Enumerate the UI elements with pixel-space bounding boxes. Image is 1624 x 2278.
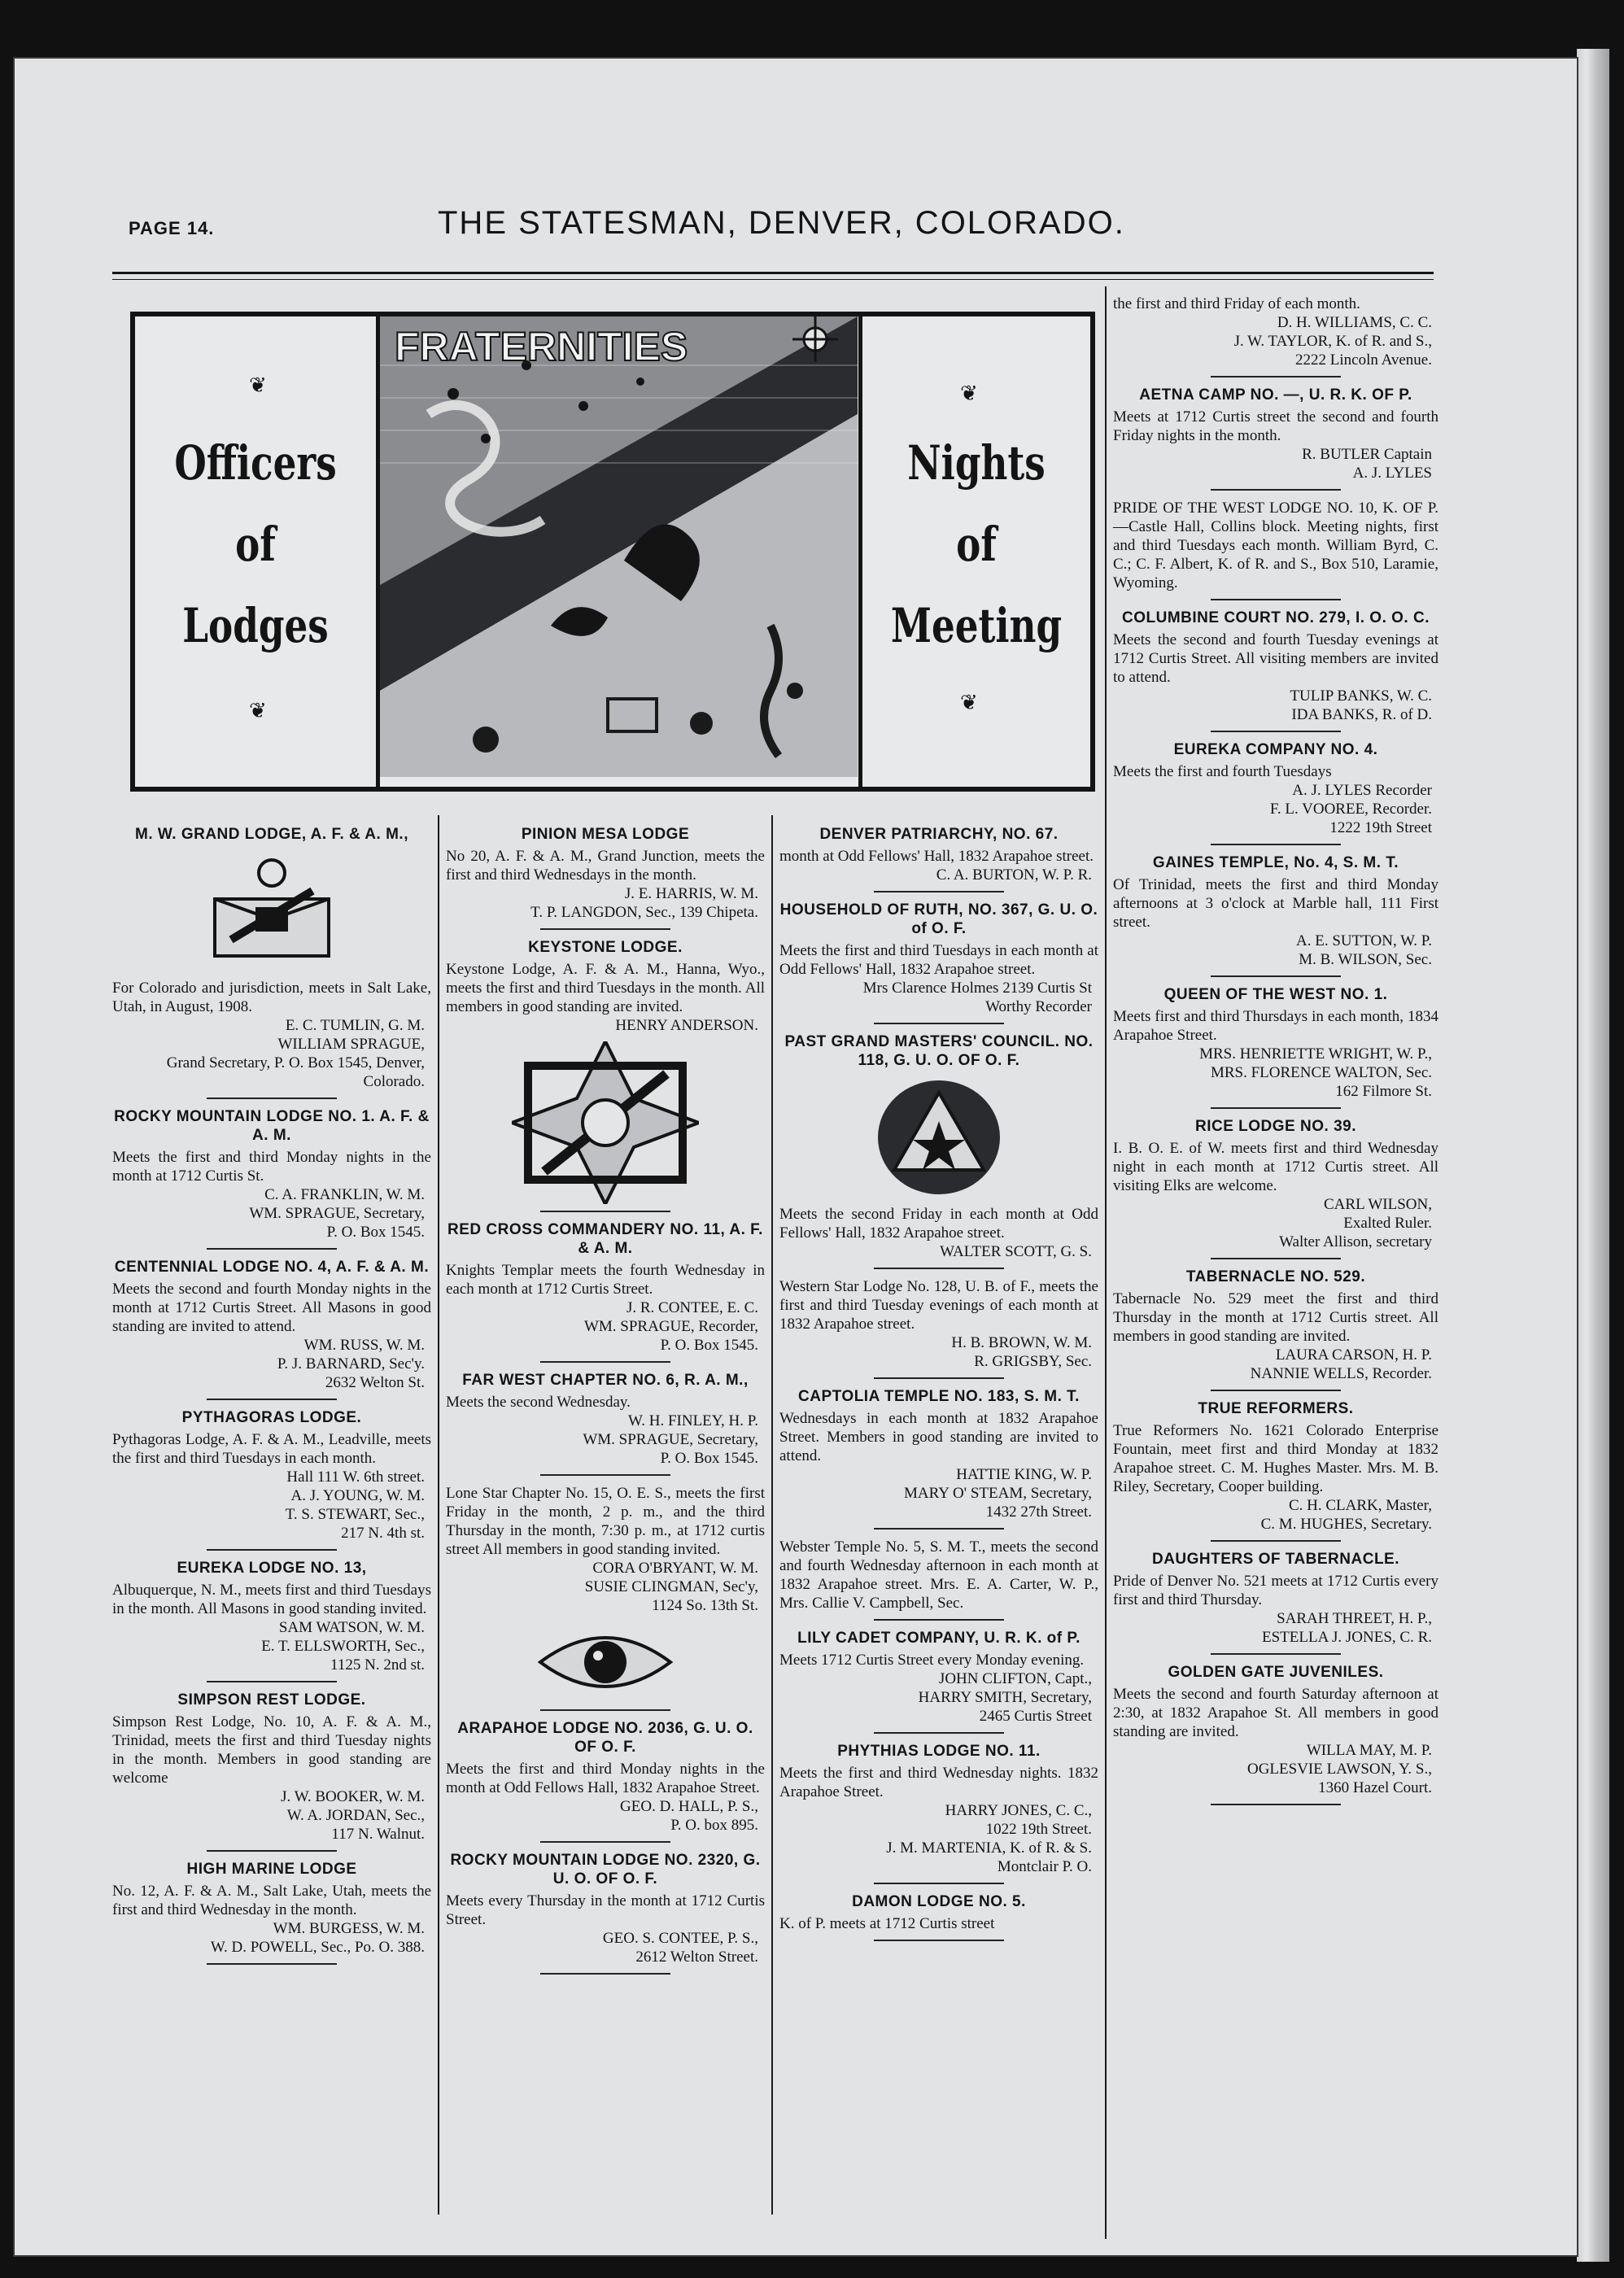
officer-signature: W. A. JORDAN, Sec., <box>286 1807 425 1824</box>
separator <box>540 1841 670 1843</box>
separator <box>207 1399 337 1400</box>
officer-signature: P. O. Box 1545. <box>660 1450 758 1467</box>
officer-signature: TULIP BANKS, W. C. <box>1290 687 1432 705</box>
lodge-text: Meets every Thursday in the month at 1712 Curtis Street. <box>446 1892 765 1928</box>
fraternities-banner <box>130 312 1095 792</box>
lodge-notice <box>779 1892 1098 1941</box>
lodge-notice <box>446 1719 765 1843</box>
officer-signature: Mrs Clarence Holmes 2139 Curtis St <box>862 980 1092 997</box>
officer-signature: P. O. Box 1545. <box>660 1337 758 1354</box>
illustration-svg <box>380 316 858 777</box>
separator <box>1211 731 1341 732</box>
lodge-title: RICE LODGE NO. 39. <box>1195 1118 1356 1135</box>
officer-signature: J. W. TAYLOR, K. of R. and S., <box>1233 333 1432 350</box>
emblem-icon <box>446 1041 765 1204</box>
lodge-text: Meets the second and fourth Monday nights in the month at 1712 Curtis Street. All Masons in good standing are invited to attend. <box>112 1281 431 1335</box>
lodge-title: TRUE REFORMERS. <box>1198 1400 1354 1417</box>
officer-signature: C. M. HUGHES, Secretary. <box>1260 1516 1432 1533</box>
fleuron-icon: ❦ <box>960 382 978 405</box>
officer-signature: SARAH THREET, H. P., <box>1277 1610 1432 1627</box>
lodge-title: DAUGHTERS OF TABERNACLE. <box>1151 1551 1400 1568</box>
officer-signature: HARRY JONES, C. C., <box>945 1802 1092 1819</box>
lodge-title: SIMPSON REST LODGE. <box>177 1691 366 1708</box>
lodge-notice <box>1113 1550 1438 1655</box>
lodge-notice <box>446 1484 765 1711</box>
separator <box>1211 1107 1341 1109</box>
separator <box>874 891 1004 892</box>
officer-signature: CARL WILSON, <box>1324 1196 1432 1213</box>
column-rule <box>438 815 439 2215</box>
officer-signature: C. A. BURTON, W. P. R. <box>936 866 1092 884</box>
separator <box>540 1361 670 1363</box>
art-title: FRATERNITIES <box>395 324 688 369</box>
separator <box>1211 1804 1341 1805</box>
separator <box>1211 1390 1341 1391</box>
emblem-icon <box>779 1076 1098 1198</box>
column-rule <box>771 815 773 2215</box>
lodge-text: Pride of Denver No. 521 meets at 1712 Curtis every first and third Thursday. <box>1113 1573 1438 1608</box>
officer-signature: 2222 Lincoln Avenue. <box>1295 351 1432 369</box>
banner-left-word: of <box>235 517 276 572</box>
officer-signature: 2465 Curtis Street <box>979 1708 1092 1725</box>
separator <box>540 1973 670 1975</box>
lodge-notice <box>779 1742 1098 1884</box>
lodge-notice <box>779 901 1098 1024</box>
page-header <box>15 59 1577 241</box>
separator <box>874 1619 1004 1621</box>
lodge-text: Meets the second Friday in each month at Odd Fellows' Hall, 1832 Arapahoe street. <box>779 1206 1098 1242</box>
column-4 <box>1113 295 1438 1813</box>
lodge-notice <box>779 1538 1098 1621</box>
officer-signature: SUSIE CLINGMAN, Sec'y, <box>584 1578 758 1595</box>
lodge-text: the first and third Friday of each month. <box>1113 295 1360 312</box>
lodge-title: CAPTOLIA TEMPLE NO. 183, S. M. T. <box>798 1388 1080 1405</box>
lodge-title: ROCKY MOUNTAIN LODGE NO. 1. A. F. & A. M. <box>114 1108 430 1144</box>
lodge-title: CENTENNIAL LODGE NO. 4, A. F. & A. M. <box>114 1259 430 1276</box>
lodge-notice <box>1113 1663 1438 1805</box>
officer-signature: 217 N. 4th st. <box>341 1525 425 1542</box>
lodge-notice <box>112 1258 431 1400</box>
lodge-notice <box>1113 1117 1438 1259</box>
officer-signature: WM. SPRAGUE, Secretary, <box>583 1431 758 1448</box>
officer-signature: GEO. S. CONTEE, P. S., <box>602 1930 758 1947</box>
separator <box>874 1023 1004 1024</box>
lodge-text: Albuquerque, N. M., meets first and third Tuesdays in the month. All Masons in good standing invited. <box>112 1582 431 1617</box>
separator <box>874 1883 1004 1884</box>
officer-signature: E. C. TUMLIN, G. M. <box>285 1017 425 1034</box>
lodge-text: Webster Temple No. 5, S. M. T., meets the second and fourth Wednesday afternoon in each month at 1832 Arapahoe street. Mrs. E. A. Carter, W. P., Mrs. Callie V. Campbell, Sec. <box>779 1538 1098 1612</box>
header-rule <box>112 272 1434 280</box>
officer-signature: T. S. STEWART, Sec., <box>285 1506 425 1523</box>
fleuron-icon: ❦ <box>249 373 267 397</box>
page-number: PAGE 14. <box>129 218 215 238</box>
officer-signature: J. E. HARRIS, W. M. <box>624 885 758 902</box>
lodge-notice <box>1113 1268 1438 1391</box>
banner-right-panel <box>858 316 1090 787</box>
lodge-notice <box>1113 386 1438 491</box>
officer-signature: WM. BURGESS, W. M. <box>273 1920 425 1937</box>
lodge-text: K. of P. meets at 1712 Curtis street <box>779 1915 995 1932</box>
lodge-notice <box>112 1408 431 1551</box>
separator <box>1211 489 1341 491</box>
officer-signature: H. B. BROWN, W. M. <box>951 1334 1092 1351</box>
lodge-title: HOUSEHOLD OF RUTH, NO. 367, G. U. O. of O. F. <box>779 901 1098 937</box>
lodge-text: True Reformers No. 1621 Colorado Enterprise Fountain, meet first and third Monday at 1832 Arapahoe street. C. M. Hughes Master. Mrs. M. B. Riley, Secretary, Cooper building. <box>1113 1422 1438 1495</box>
fraternities-illustration <box>380 316 858 787</box>
lodge-notice <box>112 1860 431 1965</box>
lodge-text: I. B. O. E. of W. meets first and third Wednesday night in each month at 1712 Curtis street. All visiting Elks are welcome. <box>1113 1140 1438 1194</box>
officer-signature: WM. RUSS, W. M. <box>303 1337 425 1354</box>
officer-signature: WILLIAM SPRAGUE, <box>277 1036 425 1053</box>
lodge-title: QUEEN OF THE WEST NO. 1. <box>1163 986 1388 1003</box>
separator <box>207 1248 337 1250</box>
officer-signature: D. H. WILLIAMS, C. C. <box>1277 314 1432 331</box>
lodge-notice <box>1113 740 1438 845</box>
officer-signature: 2632 Welton St. <box>325 1374 425 1391</box>
officer-signature: P. J. BARNARD, Sec'y. <box>277 1355 425 1372</box>
separator <box>207 1098 337 1099</box>
lodge-text: Keystone Lodge, A. F. & A. M., Hanna, Wyo., meets the first and third Tuesdays in the month. All members in good standing are invited. <box>446 961 765 1015</box>
lodge-text: Meets 1712 Curtis Street every Monday evening. <box>779 1652 1085 1669</box>
lodge-title: GOLDEN GATE JUVENILES. <box>1168 1664 1384 1681</box>
officer-signature: 1432 27th Street. <box>985 1503 1092 1521</box>
lodge-notice <box>1113 853 1438 977</box>
separator <box>207 1549 337 1551</box>
lodge-text: month at Odd Fellows' Hall, 1832 Arapahoe street. <box>779 848 1094 865</box>
officer-signature: M. B. WILSON, Sec. <box>1299 951 1432 968</box>
officer-signature: 162 Filmore St. <box>1335 1083 1432 1100</box>
lodge-text: Of Trinidad, meets the first and third Monday afternoons at 3 o'clock at Marble hall, 111 First street. <box>1113 876 1438 931</box>
fleuron-icon: ❦ <box>960 691 978 714</box>
lodge-text: Meets the first and third Wednesday nights. 1832 Arapahoe Street. <box>779 1765 1098 1800</box>
officer-signature: LAURA CARSON, H. P. <box>1275 1346 1432 1364</box>
officer-signature: HATTIE KING, W. P. <box>956 1466 1092 1483</box>
banner-left-panel <box>135 316 380 787</box>
column-3 <box>779 820 1098 1949</box>
officer-signature: A. J. LYLES Recorder <box>1292 782 1432 799</box>
lodge-text: Meets the second and fourth Saturday afternoon at 2:30, at 1832 Arapahoe St. All members in good standing are invited. <box>1113 1686 1438 1740</box>
lodge-notice <box>779 1387 1098 1530</box>
lodge-notice <box>1113 295 1438 377</box>
lodge-text: Western Star Lodge No. 128, U. B. of F., meets the first and third Tuesday evenings of each month at 1832 Arapahoe street. <box>779 1278 1098 1333</box>
officer-signature: NANNIE WELLS, Recorder. <box>1250 1365 1432 1382</box>
lodge-text: Meets the second Wednesday. <box>446 1394 631 1411</box>
officer-signature: F. L. VOOREE, Recorder. <box>1269 801 1432 818</box>
lodge-title: RED CROSS COMMANDERY NO. 11, A. F. & A. M. <box>447 1221 763 1257</box>
officer-signature: Exalted Ruler. <box>1343 1215 1432 1232</box>
lodge-notice <box>446 825 765 930</box>
lodge-text: Pythagoras Lodge, A. F. & A. M., Leadville, meets the first and third Tuesdays in each month. <box>112 1431 431 1467</box>
officer-signature: 1360 Hazel Court. <box>1318 1779 1432 1796</box>
officer-signature: WM. SPRAGUE, Secretary, <box>249 1205 425 1222</box>
officer-signature: WM. SPRAGUE, Recorder, <box>583 1318 758 1335</box>
lodge-notice <box>446 938 765 1212</box>
separator <box>1211 376 1341 377</box>
masthead: THE STATESMAN, DENVER, COLORADO. <box>438 205 1125 241</box>
lodge-title: PAST GRAND MASTERS' COUNCIL. NO. 118, G. U. O. OF O. F. <box>784 1033 1094 1069</box>
lodge-title: DENVER PATRIARCHY, NO. 67. <box>819 826 1059 843</box>
officer-signature: MARY O' STEAM, Secretary, <box>903 1485 1092 1502</box>
lodge-title: KEYSTONE LODGE. <box>528 939 683 956</box>
officer-signature: 1022 19th Street. <box>985 1821 1092 1838</box>
officer-signature: A. J. LYLES <box>1352 465 1432 482</box>
banner-right-word: Meeting <box>890 598 1063 653</box>
officer-signature: SAM WATSON, W. M. <box>278 1619 425 1636</box>
officer-signature: 2612 Welton Street. <box>635 1949 758 1966</box>
separator <box>540 928 670 930</box>
officer-signature: Grand Secretary, P. O. Box 1545, Denver, Colorado. <box>166 1054 425 1090</box>
lodge-text: No 20, A. F. & A. M., Grand Junction, meets the first and third Wednesdays in the month. <box>446 848 765 884</box>
lodge-title: FAR WEST CHAPTER NO. 6, R. A. M., <box>462 1372 749 1389</box>
separator <box>540 1709 670 1711</box>
separator <box>540 1474 670 1476</box>
lodge-notice <box>1113 1399 1438 1542</box>
lodge-text: Meets first and third Thursdays in each month, 1834 Arapahoe Street. <box>1113 1008 1438 1044</box>
officer-signature: J. M. MARTENIA, K. of R. & S. <box>886 1839 1092 1857</box>
officer-signature: R. BUTLER Captain <box>1302 446 1432 463</box>
officer-signature: C. A. FRANKLIN, W. M. <box>264 1186 425 1203</box>
lodge-title: EUREKA COMPANY NO. 4. <box>1173 741 1378 758</box>
officer-signature: J. R. CONTEE, E. C. <box>626 1299 758 1316</box>
officer-signature: W. H. FINLEY, H. P. <box>628 1412 758 1429</box>
officer-signature: C. H. CLARK, Master, <box>1288 1497 1432 1514</box>
officer-signature: GEO. D. HALL, P. S., <box>620 1798 758 1815</box>
officer-signature: MRS. HENRIETTE WRIGHT, W. P., <box>1199 1045 1432 1063</box>
lodge-title: LILY CADET COMPANY, U. R. K. of P. <box>797 1630 1080 1647</box>
separator <box>1211 1653 1341 1655</box>
separator <box>540 1211 670 1212</box>
lodge-text: Tabernacle No. 529 meet the first and third Thursday in the month at 1712 Curtis street. All members in good standing are invited. <box>1113 1290 1438 1345</box>
lodge-title: EUREKA LODGE NO. 13, <box>177 1560 367 1577</box>
lodge-title: GAINES TEMPLE, No. 4, S. M. T. <box>1152 854 1399 871</box>
lodge-title: HIGH MARINE LODGE <box>186 1861 357 1878</box>
lodge-notice <box>112 1559 431 1682</box>
officer-signature: Worthy Recorder <box>985 998 1092 1015</box>
lodge-notice <box>1113 609 1438 732</box>
officer-signature: J. W. BOOKER, W. M. <box>281 1788 425 1805</box>
officer-signature: E. T. ELLSWORTH, Sec., <box>261 1638 425 1655</box>
lodge-notice <box>779 825 1098 892</box>
lodge-title: ROCKY MOUNTAIN LODGE NO. 2320, G. U. O. OF O. F. <box>450 1852 761 1887</box>
separator <box>874 1377 1004 1379</box>
lodge-notice <box>446 1220 765 1363</box>
column-2 <box>446 820 765 1983</box>
separator <box>1211 599 1341 600</box>
officer-signature: A. J. YOUNG, W. M. <box>290 1487 425 1504</box>
separator <box>1211 975 1341 977</box>
lodge-notice <box>112 825 431 1099</box>
lodge-text: Lone Star Chapter No. 15, O. E. S., meets the first Friday in the month, 2 p. m., and the third Thursday in the month, 7:30 p. m., at 1712 curtis street All members in good standing invited. <box>446 1485 765 1558</box>
officer-signature: A. E. SUTTON, W. P. <box>1296 932 1432 949</box>
separator <box>1211 1540 1341 1542</box>
column-rule <box>1105 286 1107 2239</box>
lodge-notice <box>446 1371 765 1476</box>
lodge-notice <box>1113 985 1438 1109</box>
separator <box>1211 844 1341 845</box>
officer-signature: Montclair P. O. <box>997 1858 1092 1875</box>
lodge-title: DAMON LODGE NO. 5. <box>852 1893 1026 1910</box>
lodge-notice <box>779 1032 1098 1269</box>
officer-signature: Walter Allison, secretary <box>1279 1233 1432 1250</box>
officer-signature: P. O. box 895. <box>670 1817 758 1834</box>
lodge-text: Knights Templar meets the fourth Wednesday in each month at 1712 Curtis Street. <box>446 1262 765 1298</box>
banner-left-word: Officers <box>174 435 337 491</box>
separator <box>1211 1258 1341 1259</box>
page-edge <box>1577 49 1609 2262</box>
officer-signature: HENRY ANDERSON. <box>615 1017 758 1034</box>
officer-signature: ESTELLA J. JONES, C. R. <box>1261 1629 1432 1646</box>
officer-signature: MRS. FLORENCE WALTON, Sec. <box>1210 1064 1432 1081</box>
column-1 <box>112 820 431 1973</box>
officer-signature: IDA BANKS, R. of D. <box>1291 706 1432 723</box>
lodge-title: M. W. GRAND LODGE, A. F. & A. M., <box>135 826 408 843</box>
emblem-icon <box>446 1621 765 1703</box>
separator <box>874 1268 1004 1269</box>
lodge-text: Wednesdays in each month at 1832 Arapahoe Street. Members in good standing are invited to attend. <box>779 1410 1098 1464</box>
lodge-notice <box>112 1107 431 1250</box>
lodge-text: Meets the first and third Monday nights in the month at 1712 Curtis St. <box>112 1149 431 1185</box>
officer-signature: W. D. POWELL, Sec., Po. O. 388. <box>210 1939 425 1956</box>
lodge-notice <box>1113 499 1438 600</box>
lodge-text: No. 12, A. F. & A. M., Salt Lake, Utah, meets the first and third Wednesday in the month. <box>112 1883 431 1918</box>
lodge-title: PYTHAGORAS LODGE. <box>181 1409 362 1426</box>
emblem-icon <box>112 850 431 972</box>
lodge-notice <box>446 1851 765 1975</box>
separator <box>874 1940 1004 1941</box>
lodge-text: Meets the first and third Tuesdays in each month at Odd Fellows' Hall, 1832 Arapahoe street. <box>779 942 1098 978</box>
separator <box>207 1681 337 1682</box>
officer-signature: 1125 N. 2nd st. <box>330 1656 425 1674</box>
lodge-text: For Colorado and jurisdiction, meets in Salt Lake, Utah, in August, 1908. <box>112 980 431 1015</box>
officer-signature: R. GRIGSBY, Sec. <box>974 1353 1092 1370</box>
officer-signature: 117 N. Walnut. <box>331 1826 425 1843</box>
lodge-text: Meets at 1712 Curtis street the second and fourth Friday nights in the month. <box>1113 408 1438 444</box>
officer-signature: WALTER SCOTT, G. S. <box>940 1243 1092 1260</box>
lodge-title: TABERNACLE NO. 529. <box>1185 1268 1366 1285</box>
officer-signature: 1222 19th Street <box>1329 819 1432 836</box>
lodge-title: PHYTHIAS LODGE NO. 11. <box>837 1743 1041 1760</box>
separator <box>207 1850 337 1852</box>
lodge-text: Meets the second and fourth Tuesday evenings at 1712 Curtis Street. All visiting members are invited to attend. <box>1113 631 1438 686</box>
officer-signature: CORA O'BRYANT, W. M. <box>592 1560 758 1577</box>
officer-signature: HARRY SMITH, Secretary, <box>918 1689 1092 1706</box>
officer-signature: T. P. LANGDON, Sec., 139 Chipeta. <box>530 904 758 921</box>
officer-signature: 1124 So. 13th St. <box>652 1597 758 1614</box>
banner-left-word: Lodges <box>182 598 329 653</box>
lodge-notice <box>112 1691 431 1852</box>
lodge-title: PINION MESA LODGE <box>521 826 690 843</box>
lodge-text: Meets the first and third Monday nights in the month at Odd Fellows Hall, 1832 Arapahoe Street. <box>446 1761 765 1796</box>
lodge-text: Meets the first and fourth Tuesdays <box>1113 763 1332 780</box>
newspaper-page <box>15 59 1577 2255</box>
lodge-text: Simpson Rest Lodge, No. 10, A. F. & A. M., Trinidad, meets the first and third Tuesday nights in the month. Members in good standing are welcome <box>112 1713 431 1787</box>
separator <box>874 1528 1004 1530</box>
lodge-notice <box>779 1629 1098 1734</box>
separator <box>874 1732 1004 1734</box>
lodge-title: COLUMBINE COURT NO. 279, I. O. O. C. <box>1122 609 1430 626</box>
officer-signature: Hall 111 W. 6th street. <box>286 1468 425 1486</box>
separator <box>207 1963 337 1965</box>
lodge-title: ARAPAHOE LODGE NO. 2036, G. U. O. OF O. F. <box>457 1720 753 1756</box>
banner-right-word: of <box>956 517 997 572</box>
banner-right-word: Nights <box>907 435 1046 491</box>
officer-signature: WILLA MAY, M. P. <box>1306 1742 1432 1759</box>
officer-signature: P. O. Box 1545. <box>326 1224 425 1241</box>
lodge-notice <box>779 1277 1098 1379</box>
lodge-text: PRIDE OF THE WEST LODGE NO. 10, K. OF P.—Castle Hall, Collins block. Meeting nights, first and third Tuesdays each month. William Byrd, C. C.; C. F. Albert, K. of R. and S., Box 510, Laramie, Wyoming. <box>1113 500 1438 591</box>
officer-signature: OGLESVIE LAWSON, Y. S., <box>1246 1761 1432 1778</box>
officer-signature: JOHN CLIFTON, Capt., <box>938 1670 1092 1687</box>
fleuron-icon: ❦ <box>249 699 267 722</box>
lodge-title: AETNA CAMP NO. —, U. R. K. OF P. <box>1139 386 1412 404</box>
